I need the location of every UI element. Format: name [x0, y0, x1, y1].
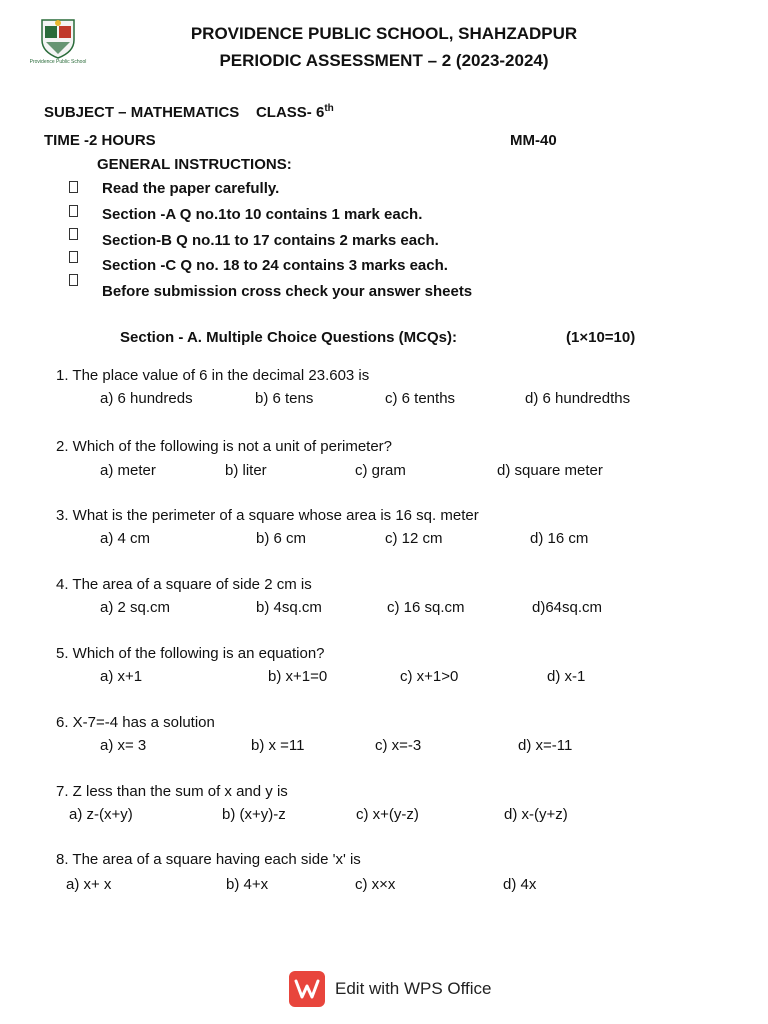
option: a) meter	[100, 462, 156, 479]
time: TIME -2 HOURS	[44, 132, 156, 149]
option: a) x+1	[100, 668, 143, 685]
question: 2. Which of the following is not a unit of perimeter?	[56, 438, 393, 455]
option: a) x= 3	[100, 737, 147, 754]
instruction-item: Section-B Q no.11 to 17 contains 2 marks each.	[102, 232, 439, 249]
option: d) square meter	[497, 462, 603, 479]
option: d) 6 hundredths	[525, 390, 631, 407]
option: c) 16 sq.cm	[387, 599, 465, 616]
option: a) 2 sq.cm	[100, 599, 171, 616]
option: b) x =11	[251, 737, 305, 754]
question: 1. The place value of 6 in the decimal 23.603 is	[56, 367, 370, 384]
section-a-marks: (1×10=10)	[566, 329, 636, 346]
option: b) 4+x	[226, 876, 269, 893]
bullet-icon	[69, 205, 78, 217]
class-sup: th	[324, 103, 334, 114]
question: 6. X-7=-4 has a solution	[56, 714, 215, 731]
wps-logo-icon	[289, 971, 325, 1007]
option: a) z-(x+y)	[69, 806, 133, 823]
instruction-item: Section -A Q no.1to 10 contains 1 mark each.	[102, 206, 423, 223]
school-name: PROVIDENCE PUBLIC SCHOOL, SHAHZADPUR	[190, 24, 578, 43]
option: c) x+1>0	[400, 668, 459, 685]
instruction-item: Before submission cross check your answer sheets	[102, 283, 473, 300]
instruction-item: Section -C Q no. 18 to 24 contains 3 marks each.	[102, 257, 448, 274]
option: a) x+ x	[66, 876, 112, 893]
option: b) 6 tens	[255, 390, 314, 407]
max-marks: MM-40	[510, 132, 557, 149]
option: c) 12 cm	[385, 530, 443, 547]
option: d) 4x	[503, 876, 537, 893]
subject: SUBJECT – MATHEMATICS	[44, 104, 240, 121]
option: d) x-1	[547, 668, 586, 685]
option: b) (x+y)-z	[222, 806, 286, 823]
option: a) 6 hundreds	[100, 390, 193, 407]
subject-line	[44, 103, 334, 121]
option: a) 4 cm	[100, 530, 151, 547]
instructions-heading: GENERAL INSTRUCTIONS:	[97, 156, 292, 173]
wps-label: Edit with WPS Office	[335, 979, 492, 998]
class-label: CLASS- 6	[255, 104, 325, 121]
option: d) x-(y+z)	[504, 806, 568, 823]
question: 7. Z less than the sum of x and y is	[56, 783, 288, 800]
option: c) x=-3	[375, 737, 422, 754]
option: c) gram	[355, 462, 406, 479]
option: c) x+(y-z)	[356, 806, 419, 823]
instruction-item: Read the paper carefully.	[102, 180, 280, 197]
option: b) 4sq.cm	[256, 599, 322, 616]
question: 4. The area of a square of side 2 cm is	[56, 576, 312, 593]
edit-with-wps-button[interactable]	[289, 971, 492, 1007]
bullet-icon	[69, 274, 78, 286]
option: d) 16 cm	[530, 530, 589, 547]
option: d)64sq.cm	[532, 599, 603, 616]
option: b) x+1=0	[268, 668, 328, 685]
exam-title: PERIODIC ASSESSMENT – 2 (2023-2024)	[219, 51, 549, 70]
option: b) liter	[225, 462, 267, 479]
option: c) x×x	[355, 876, 396, 893]
option: d) x=-11	[518, 737, 573, 754]
bullet-icon	[69, 181, 78, 193]
logo-caption: Providence Public School	[29, 59, 87, 65]
option: b) 6 cm	[256, 530, 307, 547]
question: 5. Which of the following is an equation?	[56, 645, 325, 662]
bullet-icon	[69, 228, 78, 240]
section-a-title: Section - A. Multiple Choice Questions (MCQs):	[120, 329, 457, 346]
option: c) 6 tenths	[385, 390, 456, 407]
question: 3. What is the perimeter of a square whose area is 16 sq. meter	[56, 507, 479, 524]
question: 8. The area of a square having each side 'x' is	[56, 851, 361, 868]
bullet-icon	[69, 251, 78, 263]
